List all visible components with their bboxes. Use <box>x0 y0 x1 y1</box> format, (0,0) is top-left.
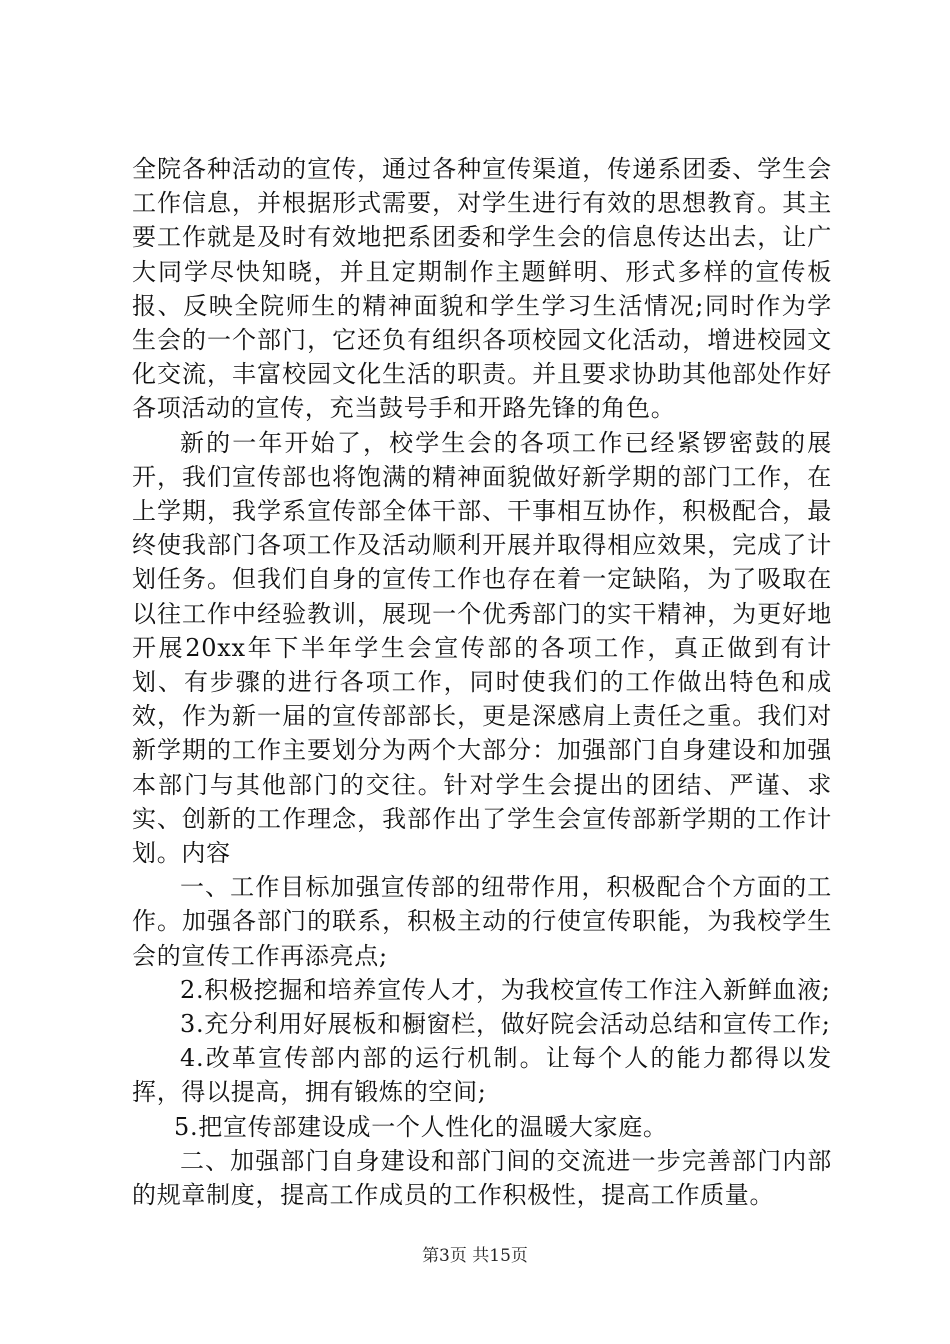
page-number-footer: 第3页 共15页 <box>422 1246 528 1266</box>
document-body <box>132 152 832 1212</box>
paragraph-intro: 全院各种活动的宣传，通过各种宣传渠道，传递系团委、学生会工作信息，并根据形式需要，对学生进行有效的思想教育。其主要工作就是及时有效地把系团委和学生会的信息传达出去，让广大同学尽快知晓，并且定期制作主题鲜明、形式多样的宣传板报、反映全院师生的精神面貌和学生学习生活情况;同时作为学生会的一个部门，它还负有组织各项校园文化活动，增进校园文化交流，丰富校园文化生活的职责。并且要求协助其他部处作好各项活动的宣传，充当鼓号手和开路先锋的角色。 <box>132 155 832 423</box>
list-item-5: 5.把宣传部建设成一个人性化的温暖大家庭。 <box>174 1112 668 1141</box>
paragraph-goal-2: 二、加强部门自身建设和部门间的交流进一步完善部门内部的规章制度，提高工作成员的工作积极性，提高工作质量。 <box>132 1146 832 1210</box>
paragraph-goal-1: 一、工作目标加强宣传部的纽带作用，积极配合个方面的工作。加强各部门的联系，积极主动的行使宣传职能，为我校学生会的宣传工作再添亮点; <box>132 873 832 970</box>
list-item-4: 4.改革宣传部内部的运行机制。让每个人的能力都得以发挥，得以提高，拥有锻炼的空间; <box>132 1044 832 1107</box>
list-item-2: 2.积极挖掘和培养宣传人才，为我校宣传工作注入新鲜血液; <box>180 975 831 1004</box>
list-item-3: 3.充分利用好展板和橱窗栏，做好院会活动总结和宣传工作; <box>180 1010 831 1039</box>
paragraph-new-year: 新的一年开始了，校学生会的各项工作已经紧锣密鼓的展开，我们宣传部也将饱满的精神面貌做好新学期的部门工作，在上学期，我学系宣传部全体干部、干事相互协作，积极配合，最终使我部门各项工作及活动顺利开展并取得相应效果，完成了计划任务。但我们自身的宣传工作也存在着一定缺陷，为了吸取在以往工作中经验教训，展现一个优秀部门的实干精神，为更好地开展20xx年下半年学生会宣传部的各项工作，真正做到有计划、有步骤的进行各项工作，同时使我们的工作做出特色和成效，作为新一届的宣传部部长，更是深感肩上责任之重。我们对新学期的工作主要划分为两个大部分：加强部门自身建设和加强本部门与其他部门的交往。针对学生会提出的团结、严谨、求实、创新的工作理念，我部作出了学生会宣传部新学期的工作计划。内容 <box>132 428 832 868</box>
